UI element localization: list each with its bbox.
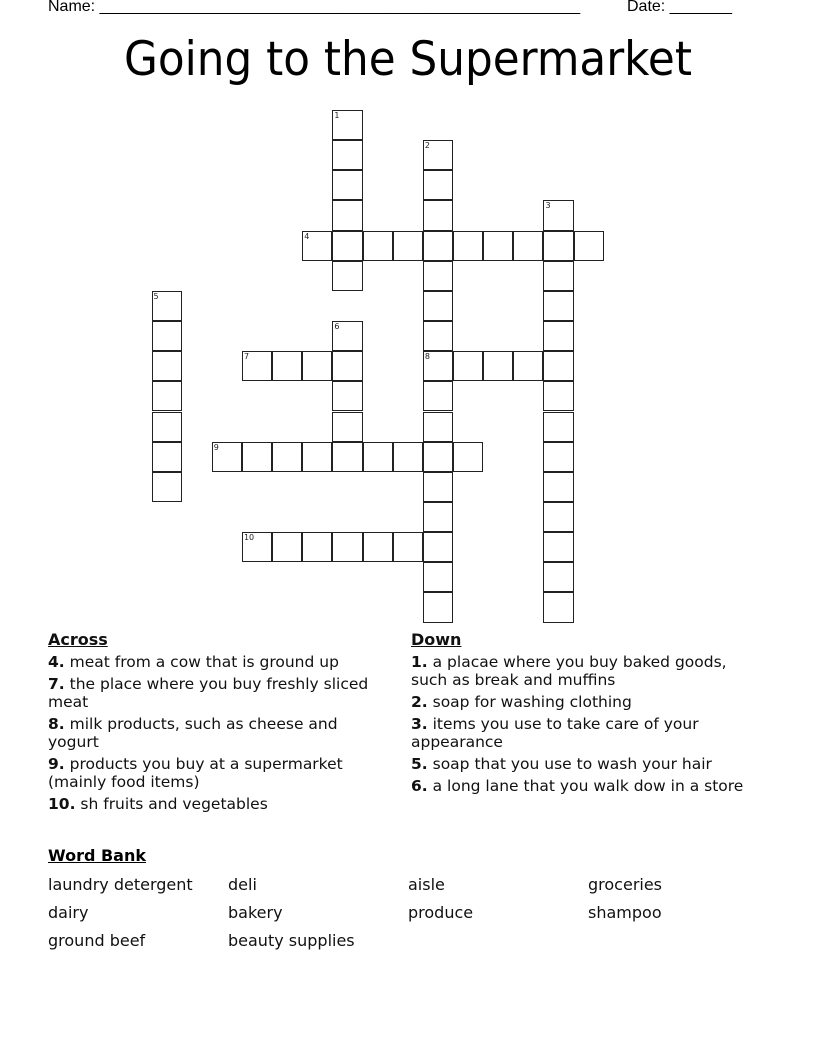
crossword-cell[interactable]: [152, 351, 182, 381]
crossword-cell[interactable]: [363, 231, 393, 261]
crossword-cell[interactable]: [332, 140, 362, 170]
clue-text: meat from a cow that is ground up: [69, 653, 339, 671]
crossword-cell[interactable]: [272, 351, 302, 381]
crossword-cell[interactable]: [574, 231, 604, 261]
clue-text: soap for washing clothing: [432, 693, 632, 711]
crossword-cell[interactable]: [423, 442, 453, 472]
across-clue-10: [48, 795, 388, 813]
clue-text: a placae where you buy baked goods, such as break and muffins: [411, 653, 727, 689]
crossword-cell[interactable]: [302, 532, 332, 562]
crossword-cell[interactable]: [543, 231, 573, 261]
down-clue-1: [411, 653, 756, 689]
across-clue-7: [48, 675, 388, 711]
across-clue-8: [48, 715, 388, 751]
cell-number: 5: [153, 291, 159, 301]
crossword-cell[interactable]: [543, 592, 573, 622]
crossword-cell[interactable]: [423, 381, 453, 411]
across-clues: [48, 631, 388, 817]
crossword-cell[interactable]: [543, 261, 573, 291]
crossword-cell[interactable]: [483, 351, 513, 381]
crossword-cell[interactable]: [272, 442, 302, 472]
crossword-cell[interactable]: [152, 291, 182, 321]
clue-text: milk products, such as cheese and yogurt: [48, 715, 338, 751]
word-bank-item: dairy: [48, 903, 89, 922]
crossword-cell[interactable]: [423, 502, 453, 532]
word-bank-heading: Word Bank: [48, 846, 147, 865]
crossword-cell[interactable]: [543, 472, 573, 502]
crossword-cell[interactable]: [423, 532, 453, 562]
word-bank-item: bakery: [228, 903, 283, 922]
across-heading: Across: [48, 630, 108, 649]
clue-number: 10.: [48, 795, 76, 813]
crossword-cell[interactable]: [272, 532, 302, 562]
clue-number: 5.: [411, 755, 428, 773]
across-clue-9: [48, 755, 388, 791]
crossword-cell[interactable]: [453, 442, 483, 472]
crossword-cell[interactable]: [242, 442, 272, 472]
word-bank-item: produce: [408, 903, 474, 922]
clue-text: sh fruits and vegetables: [80, 795, 268, 813]
page-title: Going to the Supermarket: [124, 32, 692, 87]
crossword-cell[interactable]: [423, 592, 453, 622]
crossword-cell[interactable]: [152, 321, 182, 351]
crossword-cell[interactable]: [453, 351, 483, 381]
crossword-cell[interactable]: [543, 412, 573, 442]
cell-number: 4: [304, 231, 310, 241]
crossword-cell[interactable]: [543, 351, 573, 381]
crossword-cell[interactable]: [423, 291, 453, 321]
crossword-cell[interactable]: [332, 442, 362, 472]
crossword-cell[interactable]: [332, 321, 362, 351]
crossword-cell[interactable]: [423, 170, 453, 200]
crossword-cell[interactable]: [543, 562, 573, 592]
clue-text: products you buy at a supermarket (mainly food items): [48, 755, 343, 791]
crossword-cell[interactable]: [543, 291, 573, 321]
clue-text: the place where you buy freshly sliced meat: [48, 675, 369, 711]
word-bank-item: beauty supplies: [228, 931, 355, 950]
crossword-cell[interactable]: [513, 231, 543, 261]
cell-number: 7: [243, 352, 250, 362]
cell-number: 8: [424, 352, 430, 362]
crossword-cell[interactable]: [543, 442, 573, 472]
down-clue-3: [411, 715, 756, 751]
word-bank-item: ground beef: [48, 931, 146, 950]
name-field-label: Name: ______________________________________________________: [48, 0, 581, 15]
crossword-cell[interactable]: [543, 532, 573, 562]
crossword-cell[interactable]: [543, 381, 573, 411]
cell-number: 6: [334, 322, 340, 332]
crossword-cell[interactable]: [423, 321, 453, 351]
clue-number: 8.: [48, 715, 65, 733]
crossword-cell[interactable]: [423, 351, 453, 381]
cell-number: 1: [334, 111, 340, 120]
down-heading: Down: [411, 630, 462, 649]
crossword-cell[interactable]: [152, 442, 182, 472]
crossword-cell[interactable]: [423, 472, 453, 502]
crossword-cell[interactable]: [393, 532, 423, 562]
crossword-cell[interactable]: [483, 231, 513, 261]
crossword-cell[interactable]: [152, 381, 182, 411]
clue-text: items you use to take care of your appearance: [411, 715, 699, 751]
word-bank-item: groceries: [588, 875, 663, 894]
down-clue-6: [411, 777, 756, 795]
down-clue-5: [411, 755, 756, 773]
word-bank-item: deli: [228, 875, 257, 894]
crossword-cell[interactable]: [152, 412, 182, 442]
down-clues: [411, 631, 756, 799]
crossword-cell[interactable]: [363, 442, 393, 472]
date-field-label: Date: _______: [627, 0, 732, 15]
crossword-cell[interactable]: [423, 261, 453, 291]
crossword-cell[interactable]: [212, 442, 242, 472]
clue-text: soap that you use to wash your hair: [432, 755, 712, 773]
crossword-cell[interactable]: [302, 351, 332, 381]
crossword-cell[interactable]: [453, 231, 483, 261]
down-clue-2: [411, 693, 756, 711]
cell-number: 2: [424, 141, 430, 151]
clue-number: 7.: [48, 675, 65, 693]
clue-number: 4.: [48, 653, 65, 671]
crossword-cell[interactable]: [363, 532, 393, 562]
crossword-cell[interactable]: [242, 351, 272, 381]
crossword-cell[interactable]: [423, 231, 453, 261]
cell-number: 9: [213, 442, 219, 452]
crossword-cell[interactable]: [332, 200, 362, 230]
crossword-cell[interactable]: [423, 412, 453, 442]
clue-number: 1.: [411, 653, 428, 671]
clue-number: 9.: [48, 755, 65, 773]
crossword-cell[interactable]: [332, 261, 362, 291]
word-bank-item: aisle: [408, 875, 445, 894]
crossword-cell[interactable]: [423, 562, 453, 592]
crossword-cell[interactable]: [423, 200, 453, 230]
crossword-cell[interactable]: [152, 472, 182, 502]
crossword-cell[interactable]: [332, 351, 362, 381]
crossword-cell[interactable]: [332, 110, 362, 140]
cell-number: 3: [545, 201, 551, 211]
crossword-cell[interactable]: [332, 231, 362, 261]
clue-number: 2.: [411, 693, 428, 711]
clue-number: 3.: [411, 715, 428, 733]
crossword-cell[interactable]: [543, 321, 573, 351]
clue-number: 6.: [411, 777, 428, 795]
clue-text: a long lane that you walk dow in a store: [432, 777, 744, 795]
crossword-cell[interactable]: [302, 442, 332, 472]
crossword-cell[interactable]: [302, 231, 332, 261]
crossword-cell[interactable]: [332, 412, 362, 442]
crossword-cell[interactable]: [543, 200, 573, 230]
crossword-cell[interactable]: [513, 351, 543, 381]
crossword-cell[interactable]: [332, 532, 362, 562]
cell-number: 10: [243, 533, 255, 543]
crossword-cell[interactable]: [332, 381, 362, 411]
crossword-cell[interactable]: [393, 231, 423, 261]
crossword-cell[interactable]: [332, 170, 362, 200]
word-bank-item: laundry detergent: [48, 875, 193, 894]
crossword-cell[interactable]: [393, 442, 423, 472]
across-clue-4: [48, 653, 388, 671]
crossword-cell[interactable]: [543, 502, 573, 532]
word-bank-item: shampoo: [588, 903, 662, 922]
crossword-cell[interactable]: [423, 140, 453, 170]
crossword-cell[interactable]: [242, 532, 272, 562]
